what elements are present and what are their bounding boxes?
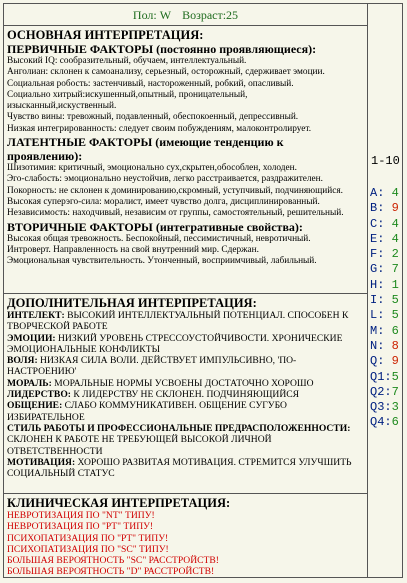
primary-factors-title: ПЕРВИЧНЫЕ ФАКТОРЫ (постоянно проявляющиеся): <box>7 42 317 56</box>
score-value: 3 <box>391 400 399 415</box>
primary-factor: изысканный,искуственный. <box>7 101 117 112</box>
score-row <box>370 186 399 201</box>
main-interpretation-section <box>4 26 367 294</box>
additional-item <box>7 378 364 389</box>
score-value: 5 <box>391 308 399 323</box>
score-key: L: <box>370 308 385 323</box>
score-value: 4 <box>391 231 399 246</box>
additional-item <box>7 457 364 480</box>
latent-factor: Независимость: находчивый, независим от группы, самостоятельный, решительный. <box>7 208 344 219</box>
score-key: H: <box>370 277 385 292</box>
score-row <box>370 278 399 293</box>
score-value: 4 <box>391 186 399 200</box>
score-row <box>370 385 399 400</box>
score-key: I: <box>370 293 385 308</box>
secondary-factor: Эмоциональная чувствительность. Утонченный, восприимчивый, лабильный. <box>7 256 317 267</box>
primary-factor: Анголиан: склонен к самоанализу, серьезный, осторожный, сдерживает эмоции. <box>7 67 325 78</box>
score-value: 1 <box>391 277 399 292</box>
score-row <box>370 232 399 247</box>
secondary-factors-list <box>7 234 364 268</box>
additional-interpretation-section <box>4 294 367 494</box>
clinical-item: БОЛЬШАЯ ВЕРОЯТНОСТЬ "D" РАССТРОЙСТВ! <box>7 566 215 578</box>
score-key: F: <box>370 247 385 262</box>
additional-item <box>7 355 364 378</box>
score-key: Q1: <box>370 369 392 384</box>
item-label: ЭМОЦИИ: <box>7 332 56 344</box>
score-key: N: <box>370 338 385 353</box>
clinical-interpretation-section <box>4 494 367 577</box>
score-key: G: <box>370 262 385 277</box>
item-text: СКЛОНЕН К РАБОТЕ НЕ ТРЕБУЮЩЕЙ ВЫСОКОЙ ЛИЧНОЙ ОТВЕТСТВЕННОСТИ <box>7 434 272 457</box>
additional-item <box>7 400 364 423</box>
clinical-item: БОЛЬШАЯ ВЕРОЯТНОСТЬ "SC" РАССТРОЙСТВ! <box>7 555 220 567</box>
score-row <box>370 339 399 354</box>
score-row <box>370 293 399 308</box>
score-value: 2 <box>391 247 399 262</box>
additional-item <box>7 333 364 356</box>
item-text: ВЫСОКИЙ ИНТЕЛЛЕКТУАЛЬНЫЙ ПОТЕНЦИАЛ. СПОСОБЕН К ТВОРЧЕСКОЙ РАБОТЕ <box>7 310 349 333</box>
primary-factor: Чувство вины: тревожный, подавленный, обеспокоенный, депрессивный. <box>7 112 299 123</box>
item-label: ЛИДЕРСТВО: <box>7 389 71 401</box>
clinical-items-list <box>7 510 364 578</box>
score-row <box>370 217 399 232</box>
item-text: МОРАЛЬНЫЕ НОРМЫ УСВОЕНЫ ДОСТАТОЧНО ХОРОШО <box>51 377 314 389</box>
score-row <box>370 370 399 385</box>
item-label: ОБЩЕНИЕ: <box>7 400 63 412</box>
score-value: 5 <box>391 293 399 308</box>
item-text: К ЛИДЕРСТВУ НЕ СКЛОНЕН. ПОДЧИНЯЮЩИЙСЯ <box>70 389 300 401</box>
score-row <box>370 247 399 262</box>
additional-interpretation-title: ДОПОЛНИТЕЛЬНАЯ ИНТЕРПРЕТАЦИЯ: <box>7 296 257 310</box>
score-row <box>370 324 399 339</box>
score-value: 6 <box>391 323 399 338</box>
latent-factor: Высокая суперэго-сила: моралист, имеет чувство долга, дисциплинированный. <box>7 196 320 207</box>
additional-items-list <box>7 310 364 479</box>
item-label: МОТИВАЦИЯ: <box>7 456 76 468</box>
additional-item <box>7 389 364 400</box>
additional-item <box>7 423 364 457</box>
score-row <box>370 308 399 323</box>
score-key: M: <box>370 323 385 338</box>
item-label: МОРАЛЬ: <box>7 377 52 389</box>
primary-factor: Низкая интегрированность: следует своим побуждениям, малоконтролирует. <box>7 123 312 134</box>
gender-label: Пол: W <box>132 8 172 22</box>
score-key: B: <box>370 201 385 216</box>
score-value: 4 <box>391 216 399 231</box>
score-row <box>370 354 399 369</box>
latent-title-line: проявлению): <box>7 149 83 164</box>
secondary-factors-title: ВТОРИЧНЫЕ ФАКТОРЫ (интегративные свойства): <box>7 219 303 234</box>
primary-factor: Социально хитрый:искушенный,опытный, проницательный, <box>7 89 248 100</box>
primary-factors-list <box>7 56 364 135</box>
latent-factor: Эго-слабость: эмоционально неустойчив, легко расстраивается, раздражителен. <box>7 174 323 185</box>
score-row <box>370 400 399 415</box>
score-value: 9 <box>391 354 399 369</box>
score-row <box>370 262 399 277</box>
score-row <box>370 415 399 430</box>
score-value: 5 <box>391 369 399 384</box>
primary-factor: Социальная робость: застенчивый, настороженный, робкий, опасливый. <box>7 78 294 89</box>
item-text: НИЗКИЙ УРОВЕНЬ СТРЕССОУСТОЙЧИВОСТИ. ХРОНИЧЕСКИЕ ЭМОЦИОНАЛЬНЫЕ КОНФЛИКТЫ <box>7 332 343 355</box>
item-text: ХОРОШО РАЗВИТАЯ МОТИВАЦИЯ. СТРЕМИТСЯ УЛУЧШИТЬ СОЦИАЛЬНЫЙ СТАТУС <box>7 456 352 480</box>
clinical-item: ПСИХОПАТИЗАЦИЯ ПО "SC" ТИПУ! <box>7 543 169 555</box>
clinical-item: ПСИХОПАТИЗАЦИЯ ПО "PT" ТИПУ! <box>7 532 169 544</box>
report-header <box>4 4 367 26</box>
additional-item <box>7 310 364 333</box>
age-label: Возраст:25 <box>182 8 239 22</box>
score-key: E: <box>370 231 385 246</box>
secondary-factor: Высокая общая тревожность. Беспокойный, пессимистичный, невротичный. <box>7 233 311 244</box>
item-label: ИНТЕЛЕКТ: <box>7 310 65 321</box>
latent-factor: Шизотимия: критичный, эмоционально сух,скрытен,обособлен, холоден. <box>7 163 297 174</box>
score-key: C: <box>370 216 385 231</box>
range-label: 1-10 <box>371 154 400 168</box>
item-text: НИЗКАЯ СИЛА ВОЛИ. ДЕЙСТВУЕТ ИМПУЛЬСИВНО, 'ПО-НАСТРОЕНИЮ' <box>7 355 297 378</box>
score-value: 6 <box>391 415 399 430</box>
latent-title-line: ЛАТЕНТНЫЕ ФАКТОРЫ (имеющие тенденцию к <box>7 135 284 150</box>
scores-list <box>370 186 399 431</box>
primary-factor: Высокий IQ: сообразительный, обучаем, интеллектуальный. <box>7 56 247 66</box>
score-value: 9 <box>391 201 399 216</box>
latent-factors-list <box>7 163 364 219</box>
clinical-item: НЕВРОТИЗАЦИЯ ПО "PT" ТИПУ! <box>7 521 154 533</box>
item-label: СТИЛЬ РАБОТЫ И ПРОФЕССИОНАЛЬНЫЕ ПРЕДРАСПОЛОЖЕННОСТИ: <box>7 422 351 434</box>
item-text: СЛАБО КОММУНИКАТИВЕН. ОБЩЕНИЕ СУГУБО ИЗБИРАТЕЛЬНОЕ <box>7 400 287 423</box>
clinical-interpretation-title: КЛИНИЧЕСКАЯ ИНТЕРПРЕТАЦИЯ: <box>7 496 231 510</box>
main-interpretation-title: ОСНОВНАЯ ИНТЕРПРЕТАЦИЯ: <box>7 28 204 42</box>
score-key: Q: <box>370 354 385 369</box>
latent-factors-title <box>7 135 364 163</box>
score-value: 7 <box>391 262 399 277</box>
latent-factor: Покорность: не склонен к доминированию,скромный, уступчивый, подчиняющийся. <box>7 185 343 196</box>
score-value: 7 <box>391 384 399 399</box>
score-key: Q4: <box>370 415 392 430</box>
secondary-factor: Интроверт. Направленность на свой внутренний мир. Сдержан. <box>7 244 259 255</box>
item-label: ВОЛЯ: <box>7 355 38 367</box>
score-key: Q2: <box>370 384 392 399</box>
report-frame <box>3 3 403 578</box>
score-key: Q3: <box>370 400 392 415</box>
score-key: A: <box>370 186 385 200</box>
clinical-item: НЕВРОТИЗАЦИЯ ПО "NT" ТИПУ! <box>7 510 155 521</box>
scores-column <box>367 4 402 577</box>
score-row <box>370 201 399 216</box>
score-value: 8 <box>391 338 399 353</box>
